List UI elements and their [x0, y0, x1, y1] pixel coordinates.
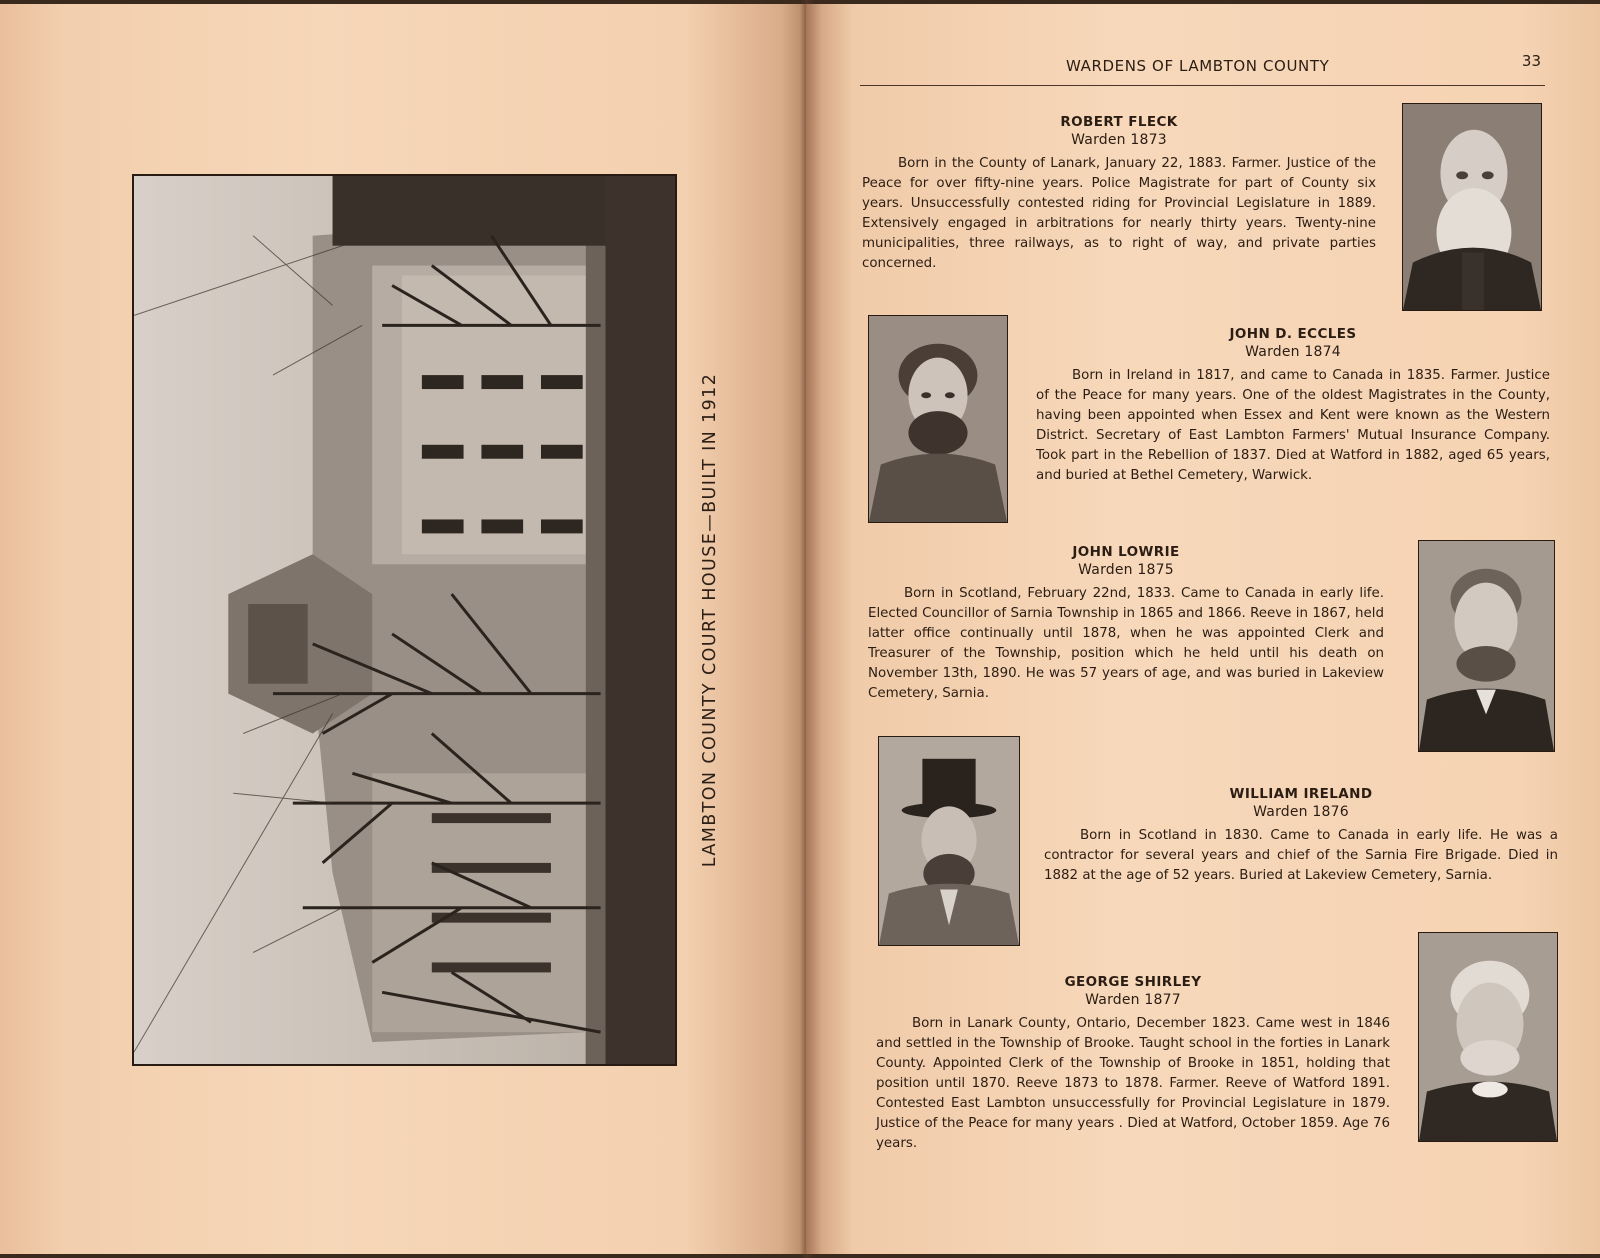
page-number: 33 [1521, 52, 1541, 70]
portrait-icon [1419, 541, 1554, 751]
warden-name: WILLIAM IRELAND [1229, 786, 1373, 802]
warden-name: JOHN LOWRIE [1072, 544, 1180, 560]
portrait-icon [1403, 104, 1541, 310]
portrait-icon [869, 316, 1007, 522]
portrait-william-ireland [878, 736, 1020, 946]
warden-name: JOHN D. ECCLES [1229, 326, 1357, 342]
warden-term: Warden 1877 [1085, 992, 1181, 1008]
photo-caption: LAMBTON COUNTY COURT HOUSE—BUILT IN 1912 [700, 372, 720, 868]
warden-entry-william-ireland [1044, 786, 1558, 886]
warden-entry-john-lowrie [868, 544, 1384, 704]
warden-term: Warden 1874 [1245, 344, 1341, 360]
warden-bio: Born in Scotland, February 22nd, 1833. Came to Canada in early life. Elected Councillor of Sarnia Township in 1865 and 1866. Reeve in 1867, held latter office continually until 1878, when he was appointed Clerk and Treasurer of the Township, position which he held until his death on November 13th, 1890. He was 57 years of age, and was buried in Lakeview Cemetery, Sarnia. [868, 586, 1384, 701]
portrait-icon [879, 737, 1019, 945]
warden-bio: Born in Scotland in 1830. Came to Canada in early life. He was a contractor for several years and chief of the Sarnia Fire Brigade. Died in 1882 at the age of 52 years. Buried at Lakeview Cemetery, Sarnia. [1044, 828, 1558, 883]
warden-term: Warden 1873 [1071, 132, 1167, 148]
warden-bio: Born in Ireland in 1817, and came to Canada in 1835. Farmer. Justice of the Peace for many years. One of the oldest Magistrates in the County, having been appointed when Essex and Kent were known as the Western District. Secretary of East Lambton Farmers' Mutual Insurance Company. Took part in the Rebellion of 1837. Died at Watford in 1882, aged 65 years, and buried at Bethel Cemetery, Warwick. [1036, 368, 1550, 483]
portrait-robert-fleck [1402, 103, 1542, 311]
warden-bio: Born in Lanark County, Ontario, December 1823. Came west in 1846 and settled in the Township of Brooke. Taught school in the forties in Lanark County. Appointed Clerk of the Township of Brooke in 1851, holding that position until 1870. Reeve 1873 to 1878. Farmer. Reeve of Watford 1891. Contested East Lambton unsuccessfully for Provincial Legislature in 1879. Justice of the Peace for many years . Died at Watford, October 1859. Age 76 years. [876, 1016, 1390, 1151]
left-page [0, 4, 806, 1254]
portrait-john-lowrie [1418, 540, 1555, 752]
warden-entry-robert-fleck [862, 114, 1376, 274]
running-title: WARDENS OF LAMBTON COUNTY [1066, 57, 1330, 75]
warden-entry-george-shirley [876, 974, 1390, 1154]
portrait-george-shirley [1418, 932, 1558, 1142]
warden-bio: Born in the County of Lanark, January 22, 1883. Farmer. Justice of the Peace for over fifty-nine years. Police Magistrate for part of County six years. Unsuccessfully contested riding for Provincial Legislature in 1889. Extensively engaged in arbitrations for nearly thirty years. Twenty-nine municipalities, three railways, as to right of way, and private parties concerned. [862, 156, 1376, 271]
warden-name: GEORGE SHIRLEY [1064, 974, 1202, 990]
photo-caption-container [690, 174, 730, 1066]
portrait-john-d-eccles [868, 315, 1008, 523]
warden-entry-john-d-eccles [1036, 326, 1550, 486]
courthouse-photo-icon [134, 176, 675, 1064]
warden-term: Warden 1876 [1253, 804, 1349, 820]
courthouse-photo [132, 174, 677, 1066]
portrait-icon [1419, 933, 1557, 1141]
warden-term: Warden 1875 [1078, 562, 1174, 578]
running-head [860, 52, 1545, 86]
warden-name: ROBERT FLECK [1060, 114, 1178, 130]
